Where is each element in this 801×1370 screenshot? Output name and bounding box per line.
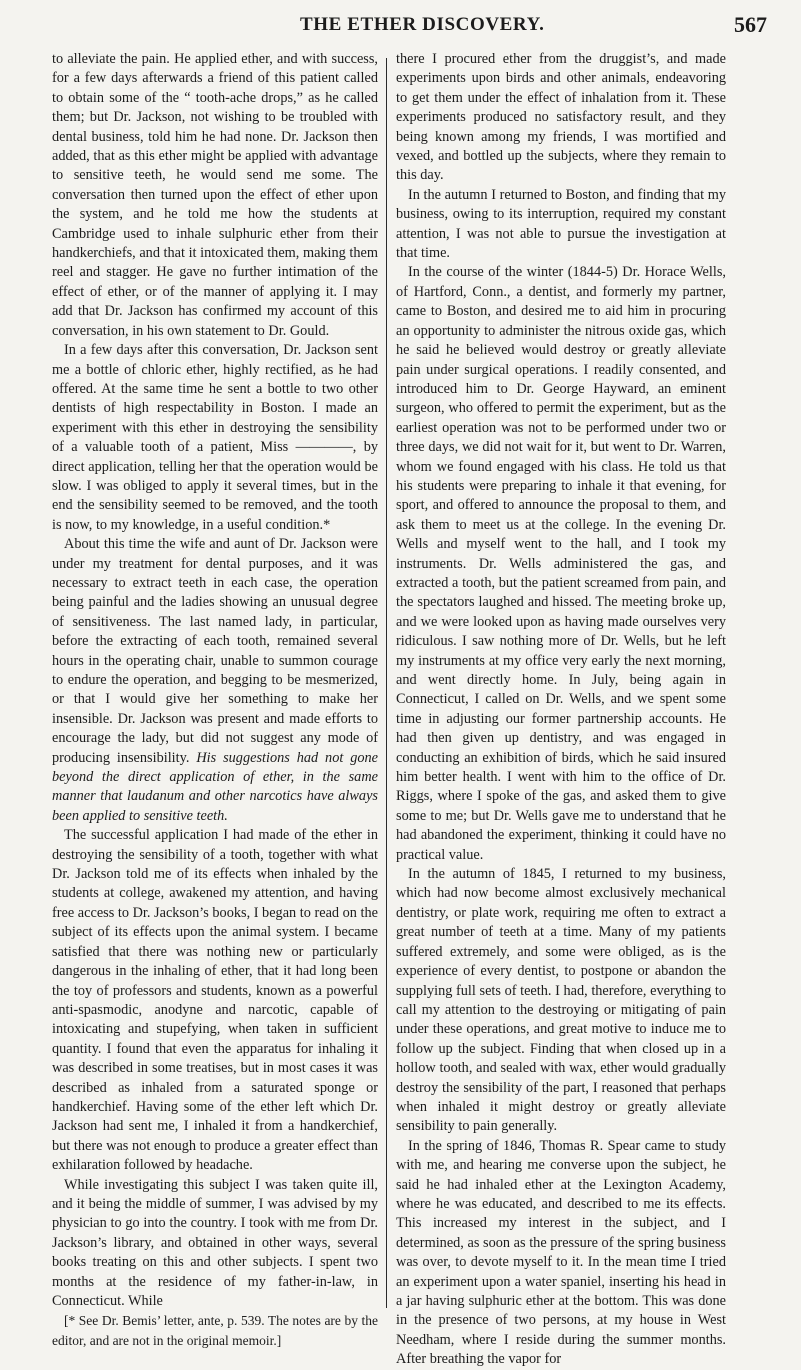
paragraph: The successful application I had made of the ether in destroying the sensibility of a tooth, together with what Dr. Jackson told me of its effects when inhaled by the students at college, awakened my attention, and having free access to Dr. Jackson’s books, I began to read on the subject of its effects upon the animal system. I became satisfied that there was nothing new or particularly dangerous in the inhaling of ether, that it had long been the toy of professors and students, known as a powerful anti-spasmodic, anodyne and narcotic, capable of intoxicating and stupefying, when taken in sufficient quantity. I found that even the apparatus for inhaling it was described in some treatises, but in most cases it was described as inhaled from a saturated sponge or handkerchief. Having some of the ether left which Dr. Jackson had sent me, I inhaled it from a handkerchief, but there was not enough to produce a greater effect than exhilaration followed by headache. [52, 827, 378, 1174]
page-number: 567 [734, 12, 767, 37]
paragraph-text: About this time the wife and aunt of Dr. Jackson were under my treatment for dental purposes, and it was necessary to extract teeth in each case, the operation being painful and the ladies showing an unusual degree of sensitiveness. The last named lady, in particular, before the extracting of each tooth, remained several hours in the operating chair, unable to summon courage to endure the operation, and begging to be mesmerized, or that I would give her something to make her insensible. Dr. Jackson was present and made efforts to encourage the lady, but did not suggest any mode of producing insensibility. [52, 536, 378, 766]
italic-passage: His suggestions had not gone beyond the direct application of ether, in the same manner that laudanum and other narcotics have always been applied to sensitive teeth. [52, 749, 379, 824]
running-head: THE ETHER DISCOVERY. [300, 14, 545, 35]
paragraph: In a few days after this conversation, Dr. Jackson sent me a bottle of chloric ether, highly rectified, as he had offered. At the same time he sent a bottle to two other dentists of high respectability in Boston. I made an experiment with this ether in destroying the sensibility of a valuable tooth of a patient, Miss ————, by direct application, telling her that the operation would be slow. I was obliged to apply it several times, but in the end the sensibility seemed to be removed, and the tooth is now, to my knowledge, in a useful condition.* [52, 342, 378, 533]
paragraph: to alleviate the pain. He applied ether, and with success, for a few days afterwards a friend of this patient called to obtain some of the “ tooth-ache drops,” as he called them; but Dr. Jackson, not wishing to be troubled with dental business, told him he had none. Dr. Jackson then added, that as this ether might be applied with advantage to sensitive teeth, he would send me some. The conversation then turned upon the effect of ether upon the system, and he told me how the students at Cambridge used to inhale sulphuric ether from their handkerchiefs, and that it intoxicated them, making them reel and stagger. He gave no further intimation of the effect of ether, or of the manner of applying it. I may add that Dr. Jackson has confirmed my account of this conversation, in his own statement to Dr. Gould. [52, 51, 378, 339]
paragraph [52, 535, 378, 826]
paragraph: In the spring of 1846, Thomas R. Spear came to study with me, and hearing me converse upon the subject, he said he had inhaled ether at the Lexington Academy, where he was educated, and described to me its effects. This increased my interest in the subject, and I determined, as soon as the pressure of the spring business was over, to devote myself to it. In the mean time I tried an experiment upon a water spaniel, inserting his head in a jar having sulphuric ether at the bottom. This was done in the presence of two persons, at my house in West Needham, where I reside during the summer months. After breathing the vapor for [396, 1137, 726, 1368]
page-header [0, 14, 801, 44]
paragraph: there I procured ether from the druggist’s, and made experiments upon birds and other animals, endeavoring to get them under the effect of inhalation from it. These experiments produced no satisfactory result, and they being known among my friends, I was mortified and vexed, and bottled up the subjects, where they remain to this day. [396, 51, 726, 184]
footnote: [* See Dr. Bemis’ letter, ante, p. 539. The notes are by the editor, and are not in the original memoir.] [52, 1313, 378, 1348]
paragraph: In the course of the winter (1844-5) Dr. Horace Wells, of Hartford, Conn., a dentist, and formerly my partner, came to Boston, and desired me to aid him in procuring an opportunity to administer the nitrous oxide gas, which he said he believed would destroy or greatly alleviate pain under surgical operations. I readily consented, and introduced him to Dr. George Hayward, an eminent surgeon, who offered to permit the experiment, but as the earliest operation was not to be performed under two or three days, we did not wait for it, but went to Dr. Warren, whom we found engaged with his class. He told us that his students were preparing to inhale it that evening, for sport, and offered to announce the proposal to them, and ask them to meet us at the college. In the evening Dr. Wells and myself went to the hall, and I took my instruments. Dr. Wells administered the gas, and extracted a tooth, but the patient screamed from pain, and the spectators laughed and hissed. The meeting broke up, and we were looked upon as having made ourselves very ridiculous. I saw nothing more of Dr. Wells, but he left my instruments at my office very early the next morning, and went directly home. In July, being again in Connecticut, I called on Dr. Wells, and we spent some time in adjusting our former partnership accounts. He had then given up dentistry, and was engaged in conducting an exhibition of birds, which he said insured him better health. I went with him to the office of Dr. Riggs, where I spoke of the gas, and asked them to give some to me; but Dr. Wells gave me to understand that he had abandoned the experiment, thinking it could have no practical value. [396, 264, 726, 863]
paragraph: While investigating this subject I was taken quite ill, and it being the middle of summer, I was advised by my physician to go into the country. I took with me from Dr. Jackson’s library, and obtained in other ways, several books treating on this and other subjects. I spent two months at the residence of my father-in-law, in Connecticut. While [52, 1176, 378, 1309]
right-column [396, 50, 726, 1370]
paragraph: In the autumn of 1845, I returned to my business, which had now become almost exclusively mechanical dentistry, or plate work, requiring me often to extract a great number of teeth at a time. Many of my patients suffered extremely, and some were obliged, as is the experience of every dentist, to postpone or abandon the supplying full sets of teeth. I had, therefore, everything to call my attention to the destroying or mitigating of pain under these operations, and great motive to induce me to follow up the subject. Finding that when closed up in a hollow tooth, and sealed with wax, ether would gradually destroy the sensibility of the part, I reasoned that perhaps when inhaled it might destroy or greatly alleviate sensibility to pain generally. [396, 866, 726, 1135]
left-column [52, 50, 378, 1350]
column-divider [386, 58, 387, 1308]
paragraph: In the autumn I returned to Boston, and finding that my business, owing to its interruption, required my constant attention, I was not able to pursue the investigation at that time. [396, 186, 726, 262]
